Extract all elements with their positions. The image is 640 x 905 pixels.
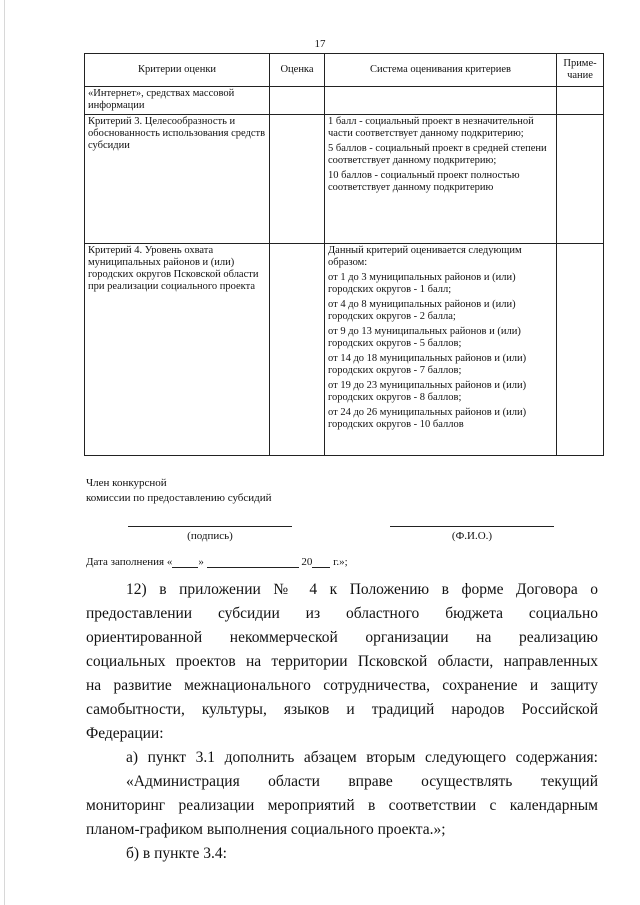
table-row [85, 244, 604, 456]
name-line [390, 526, 554, 527]
date-quote-close: » [198, 556, 204, 568]
note-cell [557, 244, 604, 456]
system-line: от 24 до 26 муниципальных районов и (или) городских округов - 10 баллов [328, 407, 527, 430]
text-line: Федерации: [86, 725, 164, 742]
item-b-line: б) в пункте 3.4: [126, 845, 227, 862]
fill-date-line [86, 555, 348, 568]
system-line: от 14 до 18 муниципальных районов и (или) городских округов - 7 баллов; [328, 353, 527, 376]
table-row [85, 87, 604, 115]
date-suffix: г.»; [333, 556, 348, 568]
system-line: от 9 до 13 муниципальных районов и (или) городских округов - 5 баллов; [328, 326, 521, 349]
system-line: от 4 до 8 муниципальных районов и (или) городских округов - 2 балла; [328, 299, 516, 322]
page-number: 17 [314, 38, 326, 50]
header-score: Оценка [270, 54, 325, 87]
table-row [85, 115, 604, 244]
note-cell [557, 115, 604, 244]
quote-line: «Администрация области вправе осуществлять текущий [126, 773, 598, 790]
header-note-text: Приме-чание [563, 58, 597, 81]
date-year: 20 [301, 556, 313, 568]
header-criteria: Критерии оценки [85, 54, 270, 87]
text-line: ориентированной некоммерческой организации на реализацию [86, 629, 598, 646]
quote-line: планом-графиком выполнения социального проекта.»; [86, 821, 446, 838]
score-cell [270, 244, 325, 456]
quote-line: мониторинг реализации мероприятий в соответствии с календарным [86, 797, 598, 814]
text-line: предоставлении субсидии из областного бюджета социально [86, 605, 598, 622]
text-line: на развитие межнационального сотрудничества, сохранение и защиту [86, 677, 598, 694]
system-cell [325, 87, 557, 115]
table-header-row [85, 54, 604, 87]
system-line: 10 баллов - социальный проект полностью соответствует данному подкритерию [328, 170, 520, 193]
criteria-cell: Критерий 3. Целесообразность и обоснованность использования средств субсидии [85, 115, 270, 244]
criteria-table [84, 53, 604, 456]
name-caption: (Ф.И.О.) [451, 530, 493, 542]
member-line-2: комиссии по предоставлению субсидий [86, 492, 272, 504]
score-cell [270, 115, 325, 244]
item-a-line: а) пункт 3.1 дополнить абзацем вторым следующего содержания: [126, 749, 598, 766]
member-line-1: Член конкурсной [86, 477, 167, 489]
text-line: самобытности, культуры, языков и традиций народов Российской [86, 701, 598, 718]
system-line: от 19 до 23 муниципальных районов и (или) городских округов - 8 баллов; [328, 380, 527, 403]
text-line: социальных проектов на территории Псковской области, направленных [86, 653, 598, 670]
header-note [557, 54, 604, 87]
header-system: Система оценивания критериев [325, 54, 557, 87]
criteria-cell: «Интернет», средствах массовой информации [85, 87, 270, 115]
system-line: от 1 до 3 муниципальных районов и (или) городских округов - 1 балл; [328, 272, 516, 295]
signature-line [128, 526, 292, 527]
text-line: 12) в приложении № 4 к Положению в форме Договора о [126, 581, 598, 598]
item-12-paragraph [86, 578, 598, 866]
year-blank [312, 555, 330, 568]
commission-member-label [86, 476, 272, 506]
note-cell [557, 87, 604, 115]
signature-caption: (подпись) [187, 530, 233, 542]
day-blank [172, 555, 198, 568]
score-cell [270, 87, 325, 115]
system-line: Данный критерий оценивается следующим образом: [328, 245, 522, 268]
criteria-cell: Критерий 4. Уровень охвата муниципальных районов и (или) городских округов Псковской области при реализации социального проекта [85, 244, 270, 456]
page-edge-line [4, 0, 5, 905]
month-blank [207, 555, 299, 568]
system-line: 1 балл - социальный проект в незначительной части соответствует данному подкритерию; [328, 116, 534, 139]
system-cell [325, 115, 557, 244]
system-cell [325, 244, 557, 456]
system-line: 5 баллов - социальный проект в средней степени соответствует данному подкритерию; [328, 143, 547, 166]
date-prefix: Дата заполнения « [86, 556, 173, 568]
